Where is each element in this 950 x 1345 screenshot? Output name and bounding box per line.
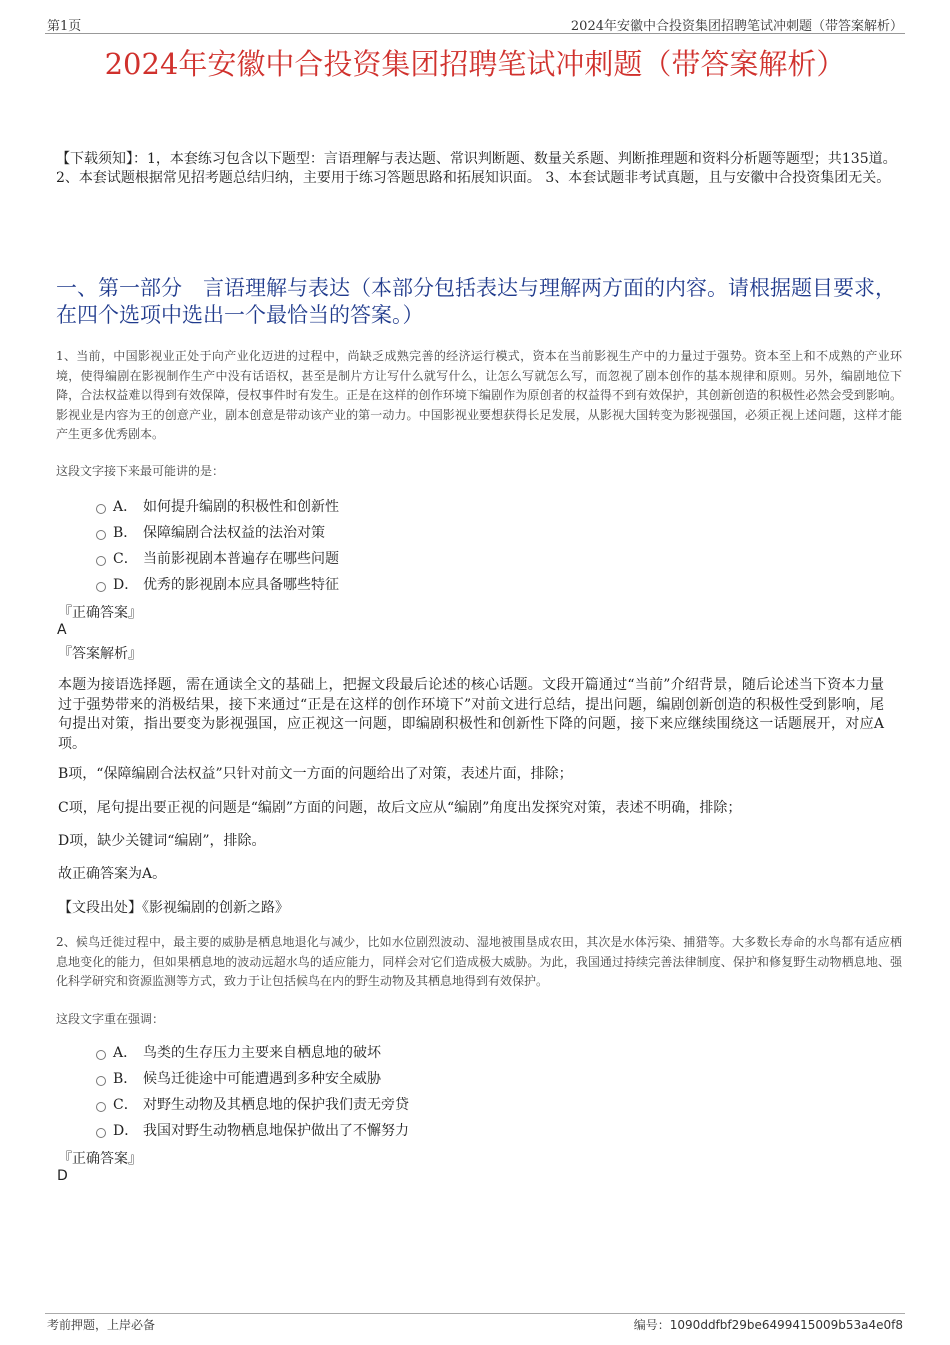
radio-icon[interactable] [96,556,106,566]
correct-answer: A [57,622,67,638]
option-a[interactable]: A． 鸟类的生存压力主要来自栖息地的破坏 [96,1039,796,1065]
radio-icon[interactable] [96,504,106,514]
radio-icon[interactable] [96,1050,106,1060]
option-b[interactable]: B． 保障编剧合法权益的法治对策 [96,519,796,545]
analysis-conclusion: 故正确答案为A。 [58,866,167,882]
footer-slogan: 考前押题，上岸必备 [47,1318,156,1332]
question-2-prompt: 这段文字重在强调： [56,1012,165,1026]
footer-code: 编号：1090ddfbf29be6499415009b53a4e0f8 [633,1318,903,1332]
radio-icon[interactable] [96,530,106,540]
document-title: 2024年安徽中合投资集团招聘笔试冲刺题（带答案解析） [104,47,846,81]
option-b[interactable]: B． 候鸟迁徙途中可能遭遇到多种安全威胁 [96,1065,796,1091]
page-footer [45,1313,905,1333]
question-2-options [96,1039,796,1143]
download-notice: 【下载须知】：1，本套练习包含以下题型：言语理解与表达题、常识判断题、数量关系题、判断推理题和资料分析题等题型；共135道。 2、本套试题根据常见招考题总结归纳，主要用于练习答题思路和拓展知识面。 3、本套试题非考试真题，且与安徽中合投资集团无关。 [56,151,897,186]
header-doc-title: 2024年安徽中合投资集团招聘笔试冲刺题（带答案解析） [570,19,903,34]
page-header [45,14,905,34]
option-label: 对野生动物及其栖息地的保护我们责无旁贷 [143,1097,409,1113]
text-source: 【文段出处】《影视编剧的创新之路》 [58,900,289,916]
question-1-prompt: 这段文字接下来最可能讲的是： [56,464,225,478]
option-label: 候鸟迁徙途中可能遭遇到多种安全威胁 [143,1071,381,1087]
option-d[interactable]: D． 优秀的影视剧本应具备哪些特征 [96,571,796,597]
question-1-options [96,493,796,597]
analysis-option-b: B项，“保障编剧合法权益”只针对前文一方面的问题给出了对策，表述片面，排除； [58,766,573,782]
question-2-text: 2、候鸟迁徙过程中，最主要的威胁是栖息地退化与减少，比如水位剧烈波动、湿地被围垦成农田，其次是水体污染、捕猎等。大多数长寿命的水鸟都有适应栖息地变化的能力，但如果栖息地的波动远超水鸟的适应能力，同样会对它们造成极大威胁。为此，我国通过持续完善法律制度、保护和修复野生动物栖息地、强化科学研究和资源监测等方式，致力于让包括候鸟在内的野生动物及其栖息地得到有效保护。 [56,935,902,988]
correct-answer: D [57,1168,68,1184]
option-a[interactable]: A． 如何提升编剧的积极性和创新性 [96,493,796,519]
correct-answer-label: 『正确答案』 [58,605,142,621]
radio-icon[interactable] [96,1076,106,1086]
analysis-paragraph: 本题为接语选择题，需在通读全文的基础上，把握文段最后论述的核心话题。文段开篇通过“当前”介绍背景，随后论述当下资本力量过于强势带来的消极结果，接下来通过“正是在这样的创作环境下”对前文进行总结，提出问题，编剧创新创造的积极性受到影响，尾句提出对策，指出要变为影视强国，应正视这一问题，即编剧积极性和创新性下降的问题，接下来应继续围绕这一话题展开，对应A项。 [58,677,884,752]
analysis-label: 『答案解析』 [58,646,142,662]
option-label: 当前影视剧本普遍存在哪些问题 [143,551,339,567]
option-label: 保障编剧合法权益的法治对策 [143,525,325,541]
page-number: 第1页 [47,19,82,34]
radio-icon[interactable] [96,1102,106,1112]
option-label: 我国对野生动物栖息地保护做出了不懈努力 [143,1123,409,1139]
radio-icon[interactable] [96,1128,106,1138]
analysis-option-c: C项，尾句提出要正视的问题是“编剧”方面的问题，故后文应从“编剧”角度出发探究对策，表述不明确，排除； [58,800,742,816]
section-heading: 一、第一部分 言语理解与表达（本部分包括表达与理解两方面的内容。请根据题目要求，在四个选项中选出一个最恰当的答案。） [56,276,896,327]
correct-answer-label: 『正确答案』 [58,1151,142,1167]
radio-icon[interactable] [96,582,106,592]
option-d[interactable]: D． 我国对野生动物栖息地保护做出了不懈努力 [96,1117,796,1143]
analysis-option-d: D项，缺少关键词“编剧”，排除。 [58,833,266,849]
option-label: 如何提升编剧的积极性和创新性 [143,499,339,515]
option-label: 鸟类的生存压力主要来自栖息地的破坏 [143,1045,381,1061]
option-label: 优秀的影视剧本应具备哪些特征 [143,577,339,593]
option-c[interactable]: C． 对野生动物及其栖息地的保护我们责无旁贷 [96,1091,796,1117]
option-c[interactable]: C． 当前影视剧本普遍存在哪些问题 [96,545,796,571]
question-1-text: 1、当前，中国影视业正处于向产业化迈进的过程中，尚缺乏成熟完善的经济运行模式，资本在当前影视生产中的力量过于强势。资本至上和不成熟的产业环境，使得编剧在影视制作生产中没有话语权，甚至是制片方让写什么就写什么，让怎么写就怎么写，而忽视了剧本创作的基本规律和原则。另外，编剧地位下降，合法权益难以得到有效保障，侵权事件时有发生。正是在这样的创作环境下编剧作为原创者的权益得不到有效保护，其创新创造的积极性必然会受到影响。影视业是内容为王的创意产业，剧本创意是带动该产业的第一动力。中国影视业要想获得长足发展，从影视大国转变为影视强国，必须正视上述问题，这样才能产生更多优秀剧本。 [56,349,902,441]
